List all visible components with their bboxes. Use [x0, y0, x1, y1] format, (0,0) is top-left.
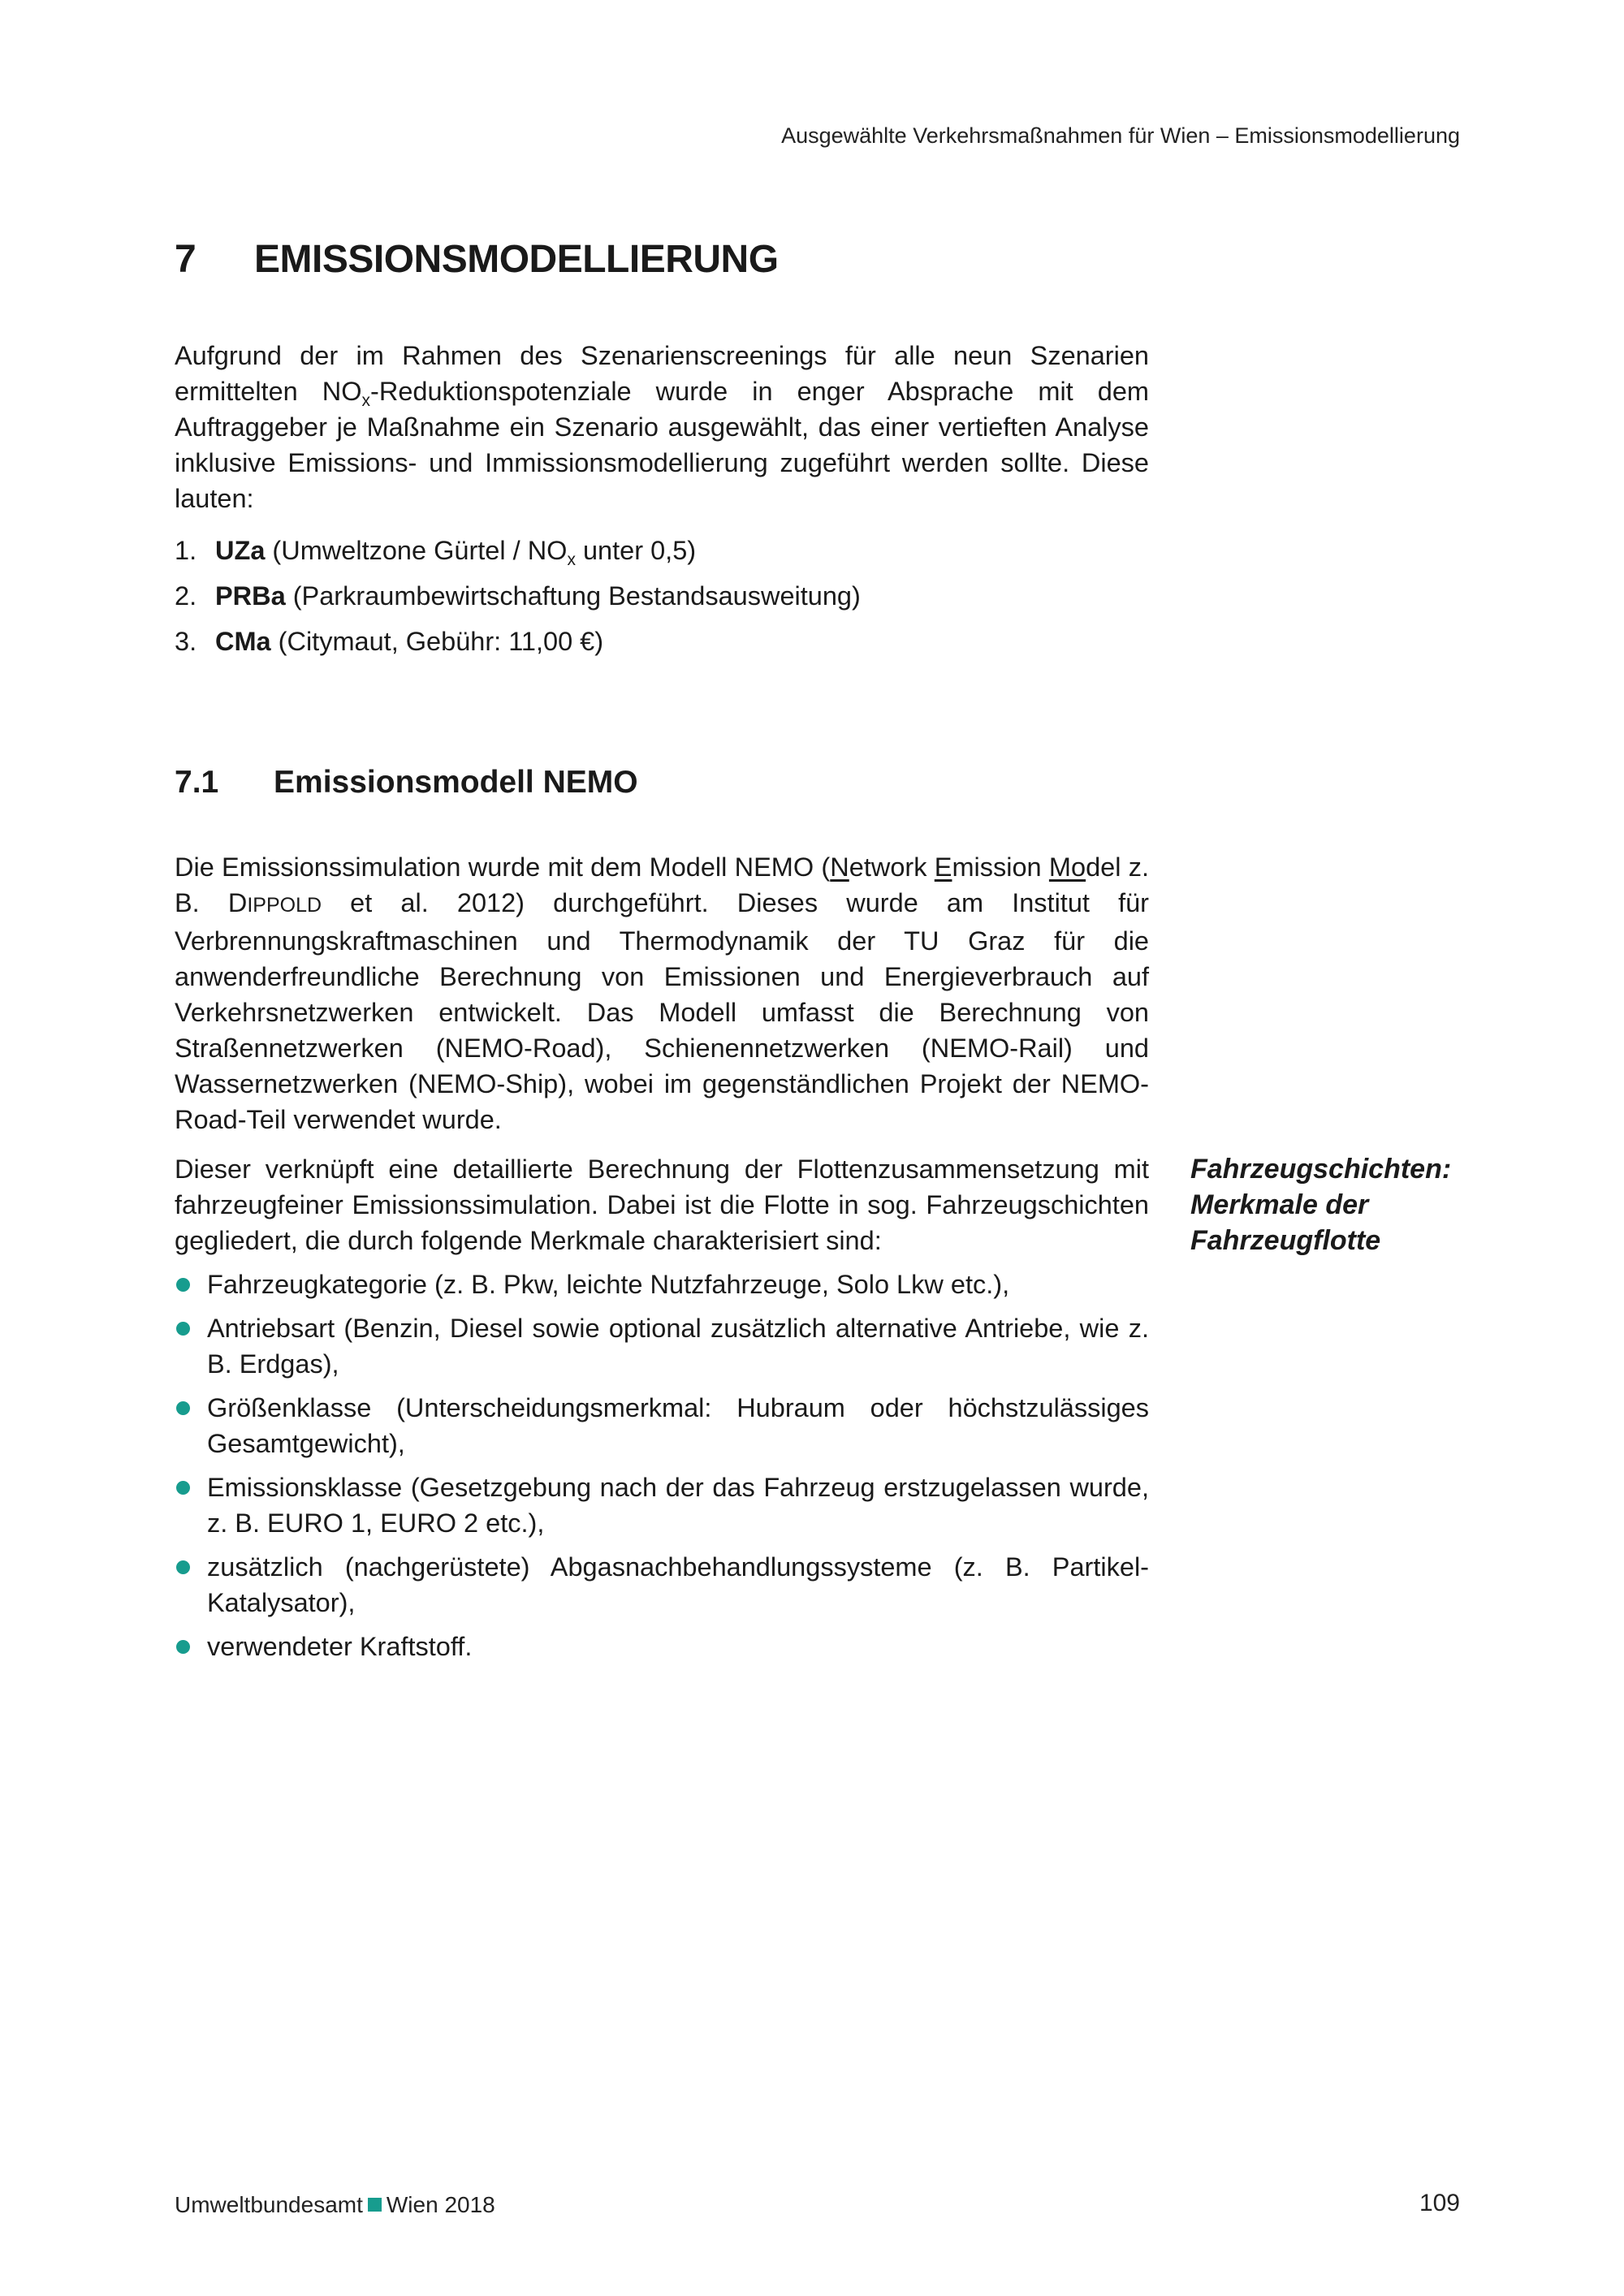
intro-paragraph [175, 338, 1149, 516]
scenario-desc: (Citymaut, Gebühr: 11,00 €) [270, 627, 604, 656]
margin-note [1190, 1151, 1499, 1258]
text-run: del z. B. D [175, 852, 1149, 917]
scenario-desc-post: unter 0,5) [575, 536, 697, 565]
list-item [175, 1390, 1149, 1461]
bullet-text: verwendeter Kraftstoff. [207, 1632, 473, 1661]
scenario-desc: (Umweltzone Gürtel / NO [265, 536, 568, 565]
fleet-paragraph [175, 1151, 1149, 1258]
footer-publisher [175, 2192, 495, 2218]
characteristics-list [175, 1267, 1149, 1672]
intro-text-1: Aufgrund der im Rahmen des Szenarienscreenings für alle neun Szenarien ermittelten NO [175, 341, 1149, 406]
list-item [175, 533, 1149, 578]
list-item [175, 1470, 1149, 1541]
list-item [175, 1267, 1149, 1302]
bullet-text: Emissionsklasse (Gesetzgebung nach der das Fahrzeug erstzugelassen wurde, z. B. EURO 1, EURO 2 etc.), [207, 1473, 1149, 1538]
bullet-text: Antriebsart (Benzin, Diesel sowie optional zusätzlich alternative Antriebe, wie z. B. Erdgas), [207, 1314, 1149, 1379]
list-number: 2. [175, 581, 197, 611]
bullet-text: zusätzlich (nachgerüstete) Abgasnachbehandlungssysteme (z. B. Partikel-Katalysator), [207, 1552, 1149, 1617]
bullet-text: Fahrzeugkategorie (z. B. Pkw, leichte Nutzfahrzeuge, Solo Lkw etc.), [207, 1270, 1010, 1299]
text-run: et al. 2012) durchgeführt. Dieses wurde am Institut für Verbrennungskraftmaschinen und Thermodynamik der TU Graz für die anwenderfreundliche Berechnung von Emissionen und Energieverbrauch auf Verkehrsnetzwerken entwickelt. Das Modell umfasst die Berechnung von Straßennetzwerken (NEMO-Road), Schienennetzwerken (NEMO-Rail) und Wassernetzwerken (NEMO-Ship), wobei im gegenständlichen Projekt der NEMO-Road-Teil verwendet wurde. [175, 888, 1150, 1134]
bullet-dot-icon [176, 1401, 190, 1415]
list-item [175, 624, 1149, 669]
section-title: Emissionsmodell NEMO [274, 765, 638, 800]
margin-note-line: Merkmale der [1190, 1189, 1369, 1220]
scenario-desc: (Parkraumbewirtschaftung Bestandsausweitung) [285, 581, 861, 611]
intro-text-2: -Reduktionspotenziale wurde in enger Absprache mit dem Auftraggeber je Maßnahme ein Szenario ausgewählt, das einer vertieften Analyse inklusive Emissions- und Immissionsmodellierung zugeführt werden sollte. Diese lauten: [175, 377, 1149, 513]
list-number: 1. [175, 536, 197, 565]
chapter-heading [175, 237, 779, 282]
running-header: Ausgewählte Verkehrsmaßnahmen für Wien – Emissionsmodellierung [781, 123, 1460, 148]
bullet-dot-icon [176, 1640, 190, 1654]
list-item [175, 1629, 1149, 1664]
margin-note-line: Fahrzeugschichten: [1190, 1154, 1452, 1185]
scenario-desc-sub: x [567, 550, 576, 569]
chapter-number: 7 [175, 238, 197, 281]
place-year: Wien 2018 [386, 2192, 495, 2217]
scenario-code: UZa [215, 536, 266, 565]
bullet-dot-icon [176, 1481, 190, 1495]
publisher-name: Umweltbundesamt [175, 2192, 363, 2217]
text-run: mission [952, 852, 1049, 882]
text-run: Die Emissionssimulation wurde mit dem Modell NEMO ( [175, 852, 831, 882]
fleet-text: Dieser verknüpft eine detaillierte Berechnung der Flottenzusammensetzung mit fahrzeugfeiner Emissionssimulation. Dabei ist die Flotte in sog. Fahrzeugschichten gegliedert, die durch folgende Merkmale charakterisiert sind: [175, 1154, 1149, 1255]
bullet-dot-icon [176, 1560, 190, 1574]
text-run: etwork [849, 852, 935, 882]
list-number: 3. [175, 627, 197, 656]
chapter-title: EMISSIONSMODELLIERUNG [254, 238, 779, 281]
page-number: 109 [1419, 2190, 1460, 2216]
nemo-paragraph [175, 849, 1149, 1137]
small-caps-author: IPPOLD [247, 894, 322, 917]
section-number: 7.1 [175, 765, 219, 800]
scenario-code: CMa [215, 627, 271, 656]
scenario-list [175, 533, 1149, 669]
bullet-text: Größenklasse (Unterscheidungsmerkmal: Hubraum oder höchstzulässiges Gesamtgewicht), [207, 1393, 1149, 1458]
underlined-letter: Mo [1048, 852, 1086, 882]
bullet-dot-icon [176, 1278, 190, 1292]
margin-note-line: Fahrzeugflotte [1190, 1225, 1381, 1256]
list-item [175, 578, 1149, 624]
section-heading [175, 765, 638, 801]
underlined-letter: N [830, 852, 849, 882]
underlined-letter: E [934, 852, 952, 882]
list-item [175, 1310, 1149, 1382]
square-separator-icon [368, 2198, 382, 2212]
bullet-dot-icon [176, 1322, 190, 1336]
intro-subscript: x [361, 391, 371, 410]
scenario-code: PRBa [215, 581, 286, 611]
list-item [175, 1549, 1149, 1621]
